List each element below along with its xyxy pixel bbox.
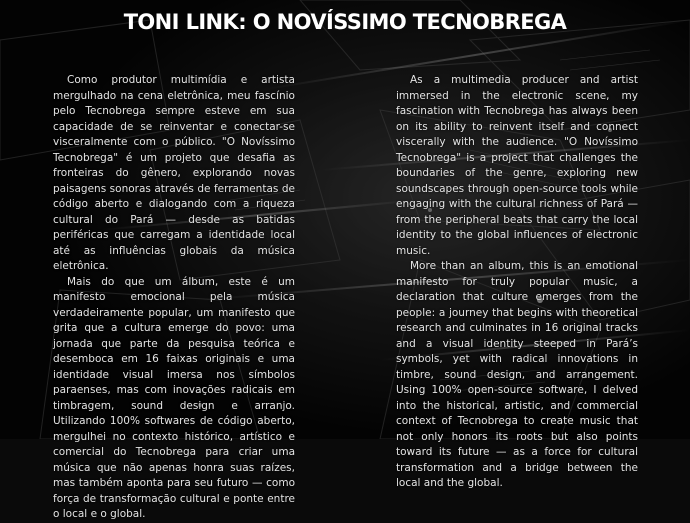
en-paragraph-1: As a multimedia producer and artist immersed in the electronic scene, my fascination with Tecnobrega has always been on its ability to reinvent itself and connect viscerally with the audience. "O Novíssimo Tecnobrega" is a project that challenges the boundaries of the genre, exploring new soundscapes through open-source tools while engaging with the cultural richness of Pará — from the peripheral beats that carry the local identity to the global influences of electronic music. xyxy=(396,74,638,257)
portuguese-text-column xyxy=(53,73,295,523)
en-paragraph-2: More than an album, this is an emotional manifesto for truly popular music, a declaration that culture emerges from the people: a journey that begins with theoretical research and culminates in 16 original tracks and a visual identity steeped in Pará’s symbols, yet with radical innovations in timbre, sound design, and arrangement. Using 100% open-source software, I delved into the historical, artistic, and commercial context of Tecnobrega to create music that not only honors its roots but also points toward its future — as a force for cultural transformation and a bridge between the local and the global. xyxy=(396,260,638,489)
pt-paragraph-1: Como produtor multimídia e artista mergulhado na cena eletrônica, meu fascínio pelo Tecnobrega sempre esteve em sua capacidade de se reinventar e conectar-se visceralmente com o público. "O Novíssimo Tecnobrega" é um projeto que desafia as fronteiras do gênero, explorando novas paisagens sonoras através de ferramentas de código aberto e dialogando com a riqueza cultural do Pará — desde as batidas periféricas que carregam a identidade local até as influências globais da música eletrônica. xyxy=(53,74,295,272)
page-title: TONI LINK: O NOVÍSSIMO TECNOBREGA xyxy=(123,10,567,34)
pt-paragraph-2: Mais do que um álbum, este é um manifesto emocional pela música verdadeiramente popular, um manifesto que grita que a cultura emerge do povo: uma jornada que parte da pesquisa teórica e desemboca em 16 faixas originais e uma identidade visual imersa nos símbolos paraenses, mas com inovações radicais em timbragem, sound design e arranjo. Utilizando 100% softwares de código aberto, mergulhei no contexto histórico, artístico e comercial do Tecnobrega para criar uma música que não apenas honra suas raízes, mas também aponta para seu futuro — como força de transformação cultural e ponte entre o local e o global. xyxy=(53,275,295,520)
english-text-column xyxy=(396,73,638,492)
